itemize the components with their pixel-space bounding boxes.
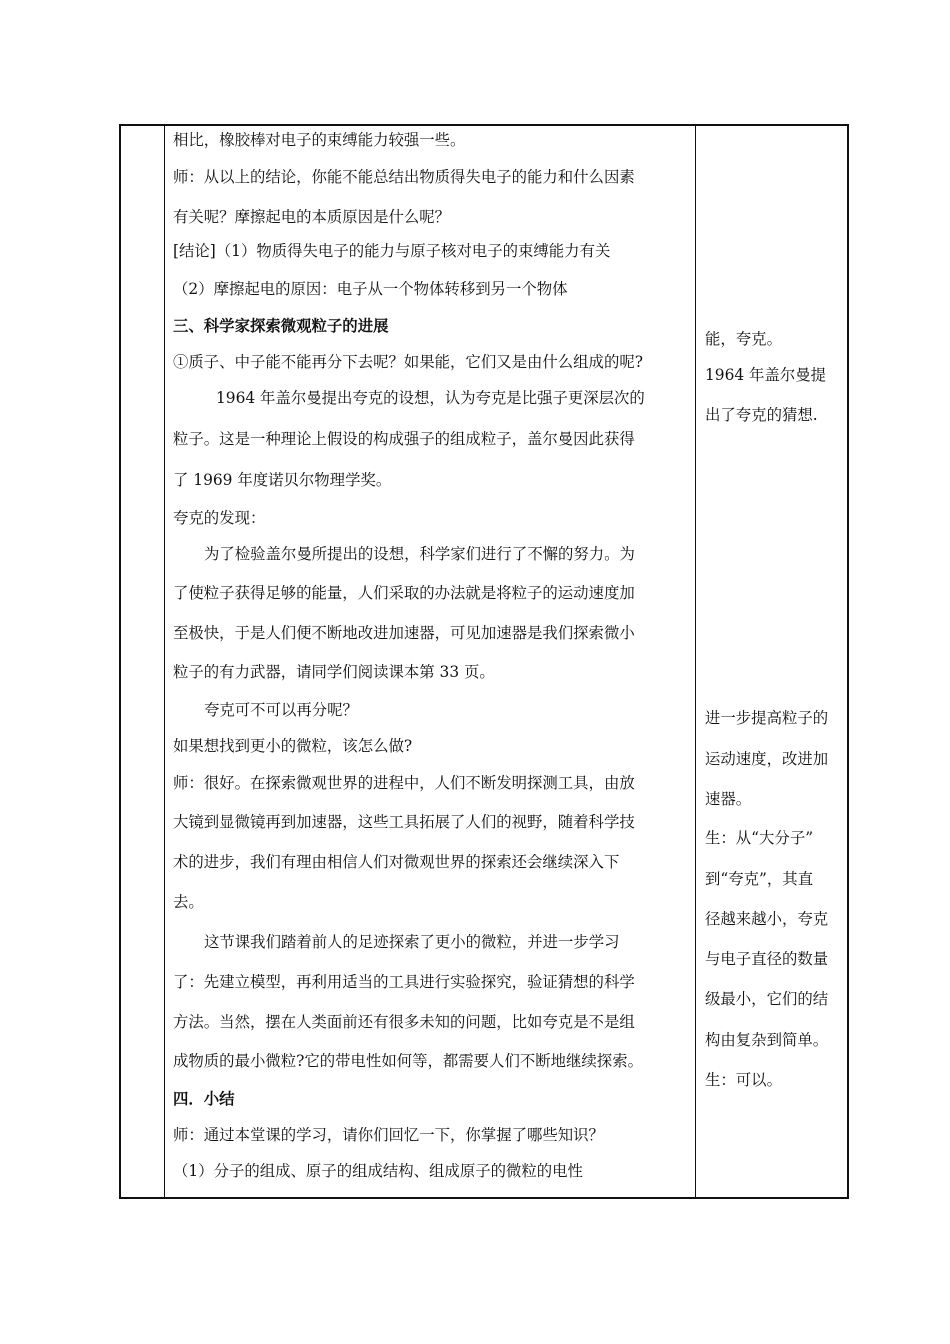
side-text-line: 生：从“大分子” [705,829,814,847]
side-text-line: 1964 年盖尔曼提 [705,366,827,384]
side-text-line: 级最小，它们的结 [705,990,829,1008]
side-text-line: 到“夸克”，其直 [705,870,814,888]
text-line: 如果想找到更小的微粒，该怎么做? [173,737,413,755]
text-line: 了使粒子获得足够的能量，人们采取的办法就是将粒子的运动速度加 [173,584,635,602]
column-divider-left [164,126,165,1197]
lesson-table [119,124,849,1199]
text-line: 粒子的有力武器，请同学们阅读课本第 33 页。 [173,663,495,681]
text-line: 了：先建立模型，再利用适当的工具进行实验探究，验证猜想的科学 [173,973,635,991]
text-line: 夸克可不可以再分呢？ [204,701,358,719]
text-line: 为了检验盖尔曼所提出的设想，科学家们进行了不懈的努力。为 [204,545,635,563]
text-line: 这节课我们踏着前人的足迹探索了更小的微粒，并进一步学习 [204,933,620,951]
side-text-line: 进一步提高粒子的 [705,709,829,727]
side-text-line: 生：可以。 [705,1071,782,1089]
text-line: ①质子、中子能不能再分下去呢？如果能，它们又是由什么组成的呢? [173,353,643,371]
text-line: （2）摩擦起电的原因：电子从一个物体转移到另一个物体 [173,280,568,298]
text-line: 至极快，于是人们便不断地改进加速器，可见加速器是我们探索微小 [173,624,635,642]
section-heading: 四．小结 [173,1090,235,1108]
section-heading: 三、科学家探索微观粒子的进展 [173,317,389,335]
side-text-line: 径越来越小，夸克 [705,910,829,928]
text-line: 了 1969 年度诺贝尔物理学奖。 [173,471,392,489]
side-text-line: 与电子直径的数量 [705,950,829,968]
text-line: 师：通过本堂课的学习，请你们回忆一下，你掌握了哪些知识？ [173,1126,604,1144]
text-line: 术的进步，我们有理由相信人们对微观世界的探索还会继续深入下 [173,853,620,871]
side-text-line: 速器。 [705,790,752,808]
text-line: 师：从以上的结论，你能不能总结出物质得失电子的能力和什么因素 [173,168,635,186]
text-line: 有关呢？摩擦起电的本质原因是什么呢？ [173,208,451,226]
column-divider-right [695,126,696,1197]
text-line: 去。 [173,893,204,911]
side-text-line: 构由复杂到简单。 [705,1031,829,1049]
text-line: [结论]（1）物质得失电子的能力与原子核对电子的束缚能力有关 [173,242,611,260]
text-line: 成物质的最小微粒?它的带电性如何等，都需要人们不断地继续探索。 [173,1052,643,1070]
side-text-line: 运动速度，改进加 [705,750,829,768]
text-line: 粒子。这是一种理论上假设的构成强子的组成粒子，盖尔曼因此获得 [173,430,635,448]
side-text-line: 出了夸克的猜想. [705,406,818,424]
text-line: 相比，橡胶棒对电子的束缚能力较强一些。 [173,131,466,149]
text-line: 大镜到显微镜再到加速器，这些工具拓展了人们的视野，随着科学技 [173,813,635,831]
text-line: 夸克的发现： [173,509,266,527]
text-line: （1）分子的组成、原子的组成结构、组成原子的微粒的电性 [173,1162,583,1180]
text-line: 师：很好。在探索微观世界的进程中，人们不断发明探测工具，由放 [173,774,635,792]
side-text-line: 能，夸克。 [705,330,782,348]
text-line: 1964 年盖尔曼提出夸克的设想，认为夸克是比强子更深层次的 [216,389,645,407]
text-line: 方法。当然，摆在人类面前还有很多未知的问题，比如夸克是不是组 [173,1013,635,1031]
